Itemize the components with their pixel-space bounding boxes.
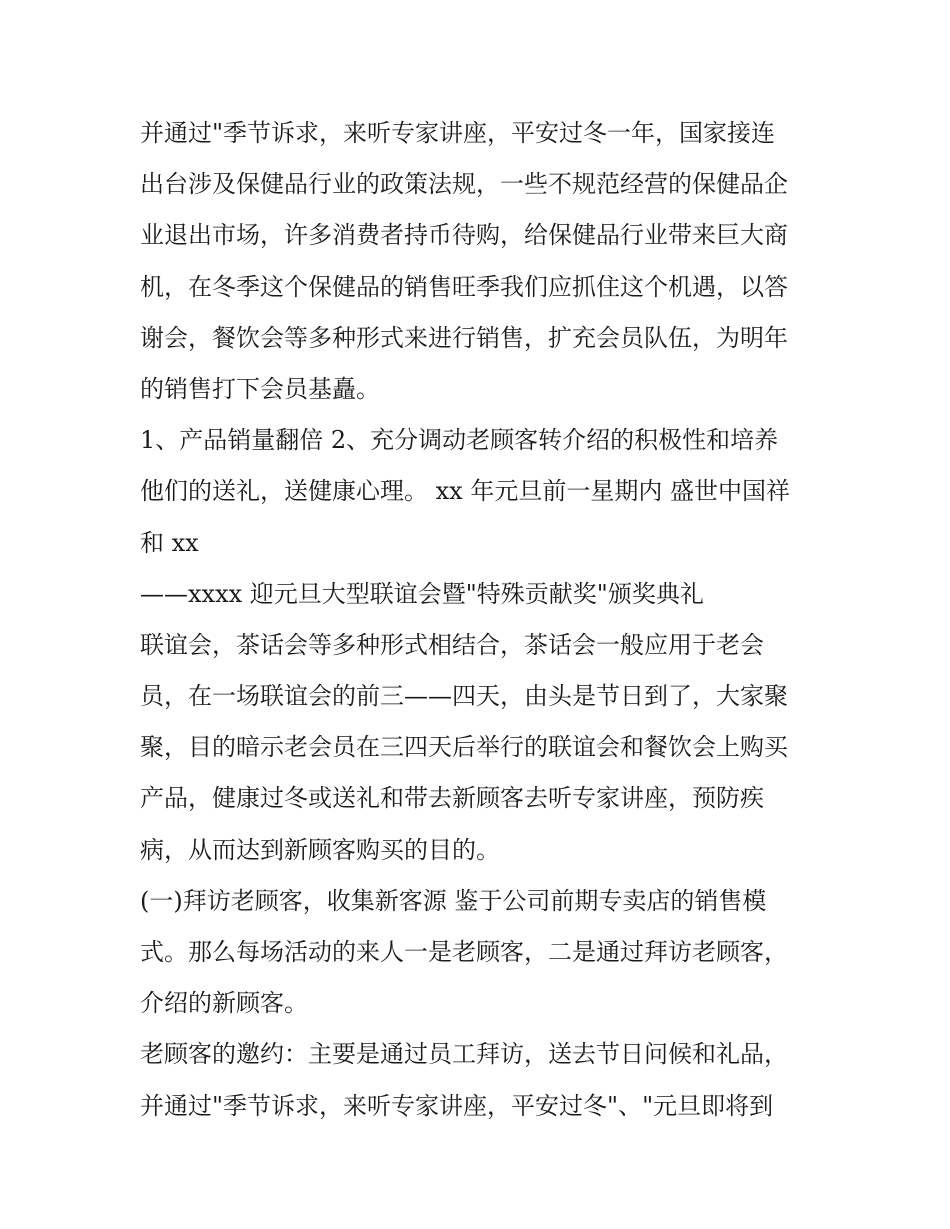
text-line: 介绍的新顾客。	[140, 989, 308, 1018]
text-line: 病，从而达到新顾客购买的目的。	[140, 835, 500, 864]
text-line: ——xxxx 迎元旦大型联谊会暨"特殊贡献奖"颁奖典礼	[140, 579, 704, 608]
text-line: 并通过"季节诉求，来听专家讲座，平安过冬一年，国家接连	[140, 119, 776, 147]
text-line: 机，在冬季这个保健品的销售旺季我们应抓住这个机遇，以答	[140, 272, 788, 301]
text-line: 的销售打下会员基矗。	[140, 374, 380, 403]
text-line: (一)拜访老顾客，收集新客源 鉴于公司前期专卖店的销售模	[140, 886, 767, 915]
text-line: 产品，健康过冬或送礼和带去新顾客去听专家讲座，预防疾	[140, 784, 764, 813]
text-line: 谢会，餐饮会等多种形式来进行销售，扩充会员队伍，为明年	[140, 323, 788, 352]
text-line: 员，在一场联谊会的前三——四天，由头是节日到了，大家聚	[140, 682, 788, 711]
text-line: 1、产品销量翻倍 2、充分调动老顾客转介绍的积极性和培养	[140, 426, 779, 455]
text-line: 业退出市场，许多消费者持币待购，给保健品行业带来巨大商	[140, 221, 788, 250]
text-line: 式。那么每场活动的来人一是老顾客，二是通过拜访老顾客，	[140, 938, 788, 966]
text-line: 聚，目的暗示老会员在三四天后举行的联谊会和餐饮会上购买	[140, 733, 788, 762]
text-line: 出台涉及保健品行业的政策法规，一些不规范经营的保健品企	[140, 170, 788, 199]
document-body	[140, 108, 820, 1132]
text-line: 老顾客的邀约：主要是通过员工拜访，送去节日问候和礼品，	[140, 1040, 788, 1069]
text-line: 并通过"季节诉求，来听专家讲座，平安过冬"、"元旦即将到	[140, 1091, 774, 1120]
text-line: 联谊会，茶话会等多种形式相结合，茶话会一般应用于老会	[140, 630, 764, 659]
text-line: 和 xx	[140, 528, 199, 557]
text-line: 他们的送礼，送健康心理。 xx 年元旦前一星期内 盛世中国祥	[140, 477, 790, 506]
